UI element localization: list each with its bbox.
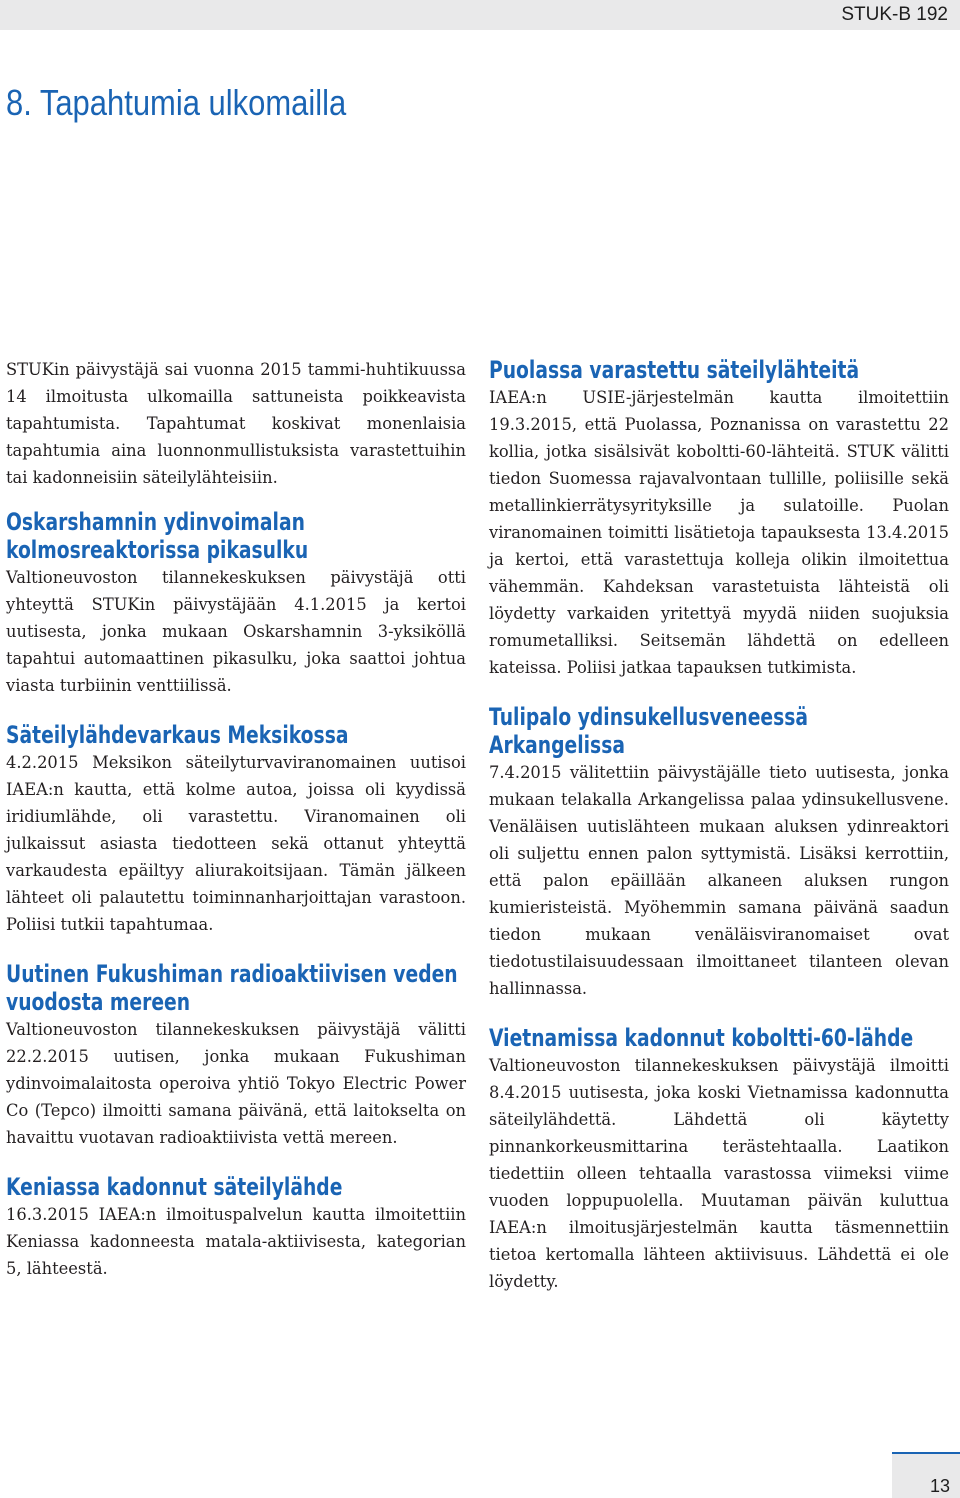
- document-id: STUK-B 192: [841, 4, 948, 25]
- left-column: [6, 356, 466, 1282]
- section-title-meksiko: Säteilylähdevarkaus Meksikossa: [6, 721, 349, 749]
- chapter-title: 8. Tapahtumia ulkomailla: [6, 82, 347, 123]
- section-title-kenia: Keniassa kadonnut säteilylähde: [6, 1173, 343, 1201]
- intro-paragraph: STUKin päivystäjä sai vuonna 2015 tammi-huhtikuussa 14 ilmoitusta ulkomailla sattuneista poikkeavista tapahtumista. Tapahtumat koskivat monenlaisia tapahtumia aina luonnonmullistuksista varastettuihin tai kadonneisiin säteilylähteisiin.: [6, 360, 466, 487]
- section-text-oskarshamn: Valtioneuvoston tilannekeskuksen päivystäjä otti yhteyttä STUKin päivystäjään 4.1.2015 ja kertoi uutisesta, jonka mukaan Oskarshamnin 3-yksiköllä tapahtui automaattinen pikasulku, joka saattoi johtua viasta turbiinin venttiilissä.: [6, 568, 466, 695]
- section-title-oskarshamn: Oskarshamnin ydinvoimalan kolmosreaktorissa pikasulku: [6, 508, 309, 564]
- section-text-meksiko: 4.2.2015 Meksikon säteilyturvaviranomainen uutisoi IAEA:n kautta, että kolme autoa, joissa oli kyydissä iridiumlähde, oli varastettu. Viranomainen oli julkaissut asiasta tiedotteen sekä ottanut yhteyttä varkaudesta epäiltyy aliurakoitsijaan. Tämän jälkeen lähteet oli palautettu toiminnanharjoittajan varastoon. Poliisi tutkii tapahtumaa.: [6, 753, 466, 934]
- section-title-arkangeli: Tulipalo ydinsukellusveneessä Arkangelissa: [489, 703, 809, 759]
- header-bar: [0, 0, 960, 30]
- page-number: 13: [929, 1476, 950, 1496]
- footer-accent-line: [892, 1452, 960, 1454]
- section-text-kenia: 16.3.2015 IAEA:n ilmoituspalvelun kautta ilmoitettiin Keniassa kadonneesta matala-aktiivisesta, kategorian 5, lähteestä.: [6, 1205, 466, 1278]
- section-title-vietnam: Vietnamissa kadonnut koboltti-60-lähde: [489, 1024, 914, 1052]
- section-text-vietnam: Valtioneuvoston tilannekeskuksen päivystäjä ilmoitti 8.4.2015 uutisesta, joka koski Vietnamissa kadonnutta säteilylähdettä. Lähdettä oli käytetty pinnankorkeusmittarina terästehtaalla. Laatikon tiedettiin olleen tehtaalla varastossa viimeksi viime vuoden loppupuolella. Muutaman päivän kuluttua IAEA:n ilmoitusjärjestelmän kautta täsmennettiin tietoa kertomalla lähteen aktiivisuus. Lähdettä ei ole löydetty.: [489, 1056, 949, 1291]
- section-text-arkangeli: 7.4.2015 välitettiin päivystäjälle tieto uutisesta, jonka mukaan telakalla Arkangelissa palaa ydinsukellusvene. Venäläisen uutislähteen mukaan aluksen ydinreaktori oli suljettu ennen palon syttymistä. Lisäksi kerrottiin, että palon epäillään alkaneen aluksen rungon kumieristeistä. Myöhemmin samana päivänä saadun tiedon mukaan venäläisviranomaiset ovat tiedotustilaisuudessaan ilmoittaneet tilanteen olevan hallinnassa.: [489, 763, 949, 998]
- section-title-fukushima: Uutinen Fukushiman radioaktiivisen veden vuodosta mereen: [6, 960, 458, 1016]
- section-text-fukushima: Valtioneuvoston tilannekeskuksen päivystäjä välitti 22.2.2015 uutisen, jonka mukaan Fukushiman ydinvoimalaitosta operoiva yhtiö Tokyo Electric Power Co (Tepco) ilmoitti samana päivänä, että laitokselta on havaittu vuotavan radioaktiivista vettä mereen.: [6, 1020, 466, 1147]
- right-column: [489, 356, 949, 1295]
- section-text-puola: IAEA:n USIE-järjestelmän kautta ilmoitettiin 19.3.2015, että Puolassa, Poznanissa on varastettu 22 kollia, jotka sisälsivät koboltti-60-lähteitä. STUK välitti tiedon Suomessa rajavalvontaan tullille, poliisille sekä metallinkierrätysyrityksille ja sulatoille. Puolan viranomainen toimitti lisätietoja tapauksesta 13.4.2015 ja kertoi, että varastettuja kolleja olikin ilmoitettua vähemmän. Kahdeksan varastetuista lähteistä oli löydetty varkaiden yritettyä myydä niiden suojuksia romumetalliksi. Seitsemän lähdettä on edelleen kateissa. Poliisi jatkaa tapauksen tutkimista.: [489, 388, 949, 677]
- section-title-puola: Puolassa varastettu säteilylähteitä: [489, 356, 860, 384]
